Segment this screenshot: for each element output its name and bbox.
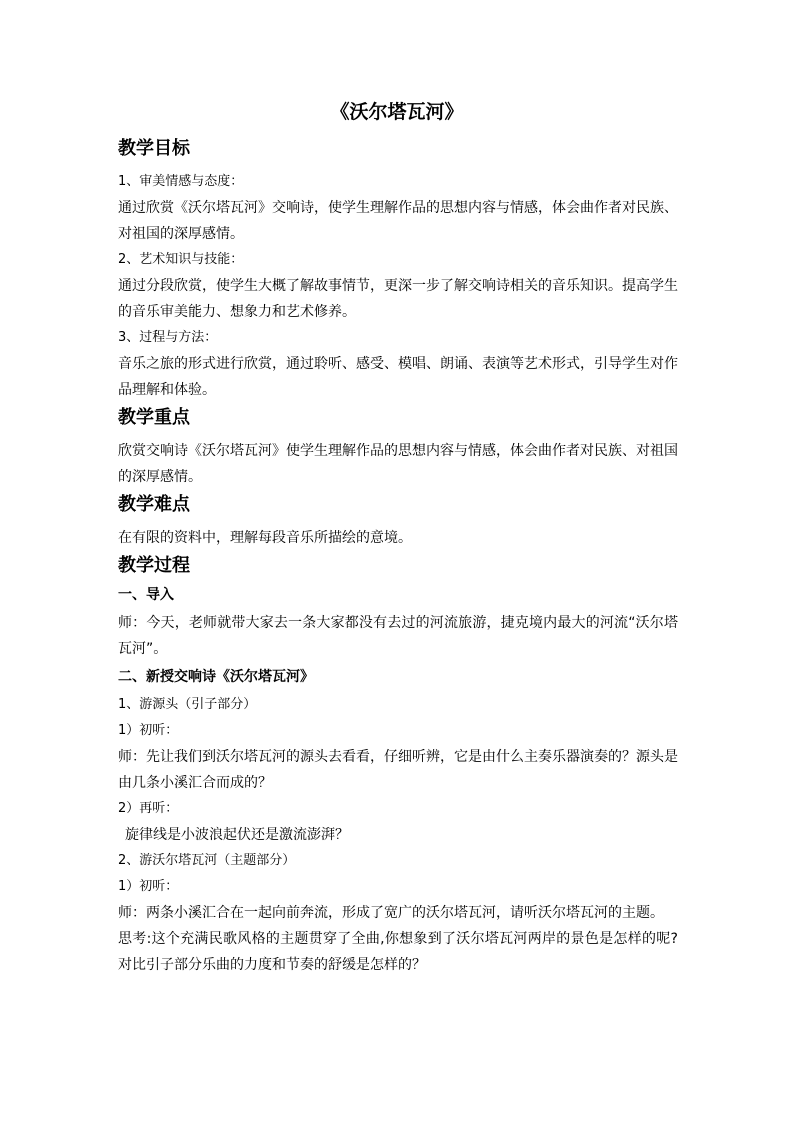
goal-1-label: 1、审美情感与态度： — [118, 174, 244, 189]
heading-key-points: 教学重点 — [118, 407, 190, 428]
difficulties-text: 在有限的资料中，理解每段音乐所描绘的意境。 — [118, 530, 412, 546]
subheading-new-lesson: 二、新授交响诗《沃尔塔瓦河》 — [118, 669, 314, 685]
step-1-label: 1、游源头（引子部分） — [118, 697, 257, 712]
goal-2-label: 2、艺术知识与技能： — [118, 252, 244, 267]
document-title: 《沃尔塔瓦河》 — [330, 101, 464, 123]
introduction-text: 师：今天，老师就带大家去一条大家都没有去过的河流旅游，捷克境内最大的河流“沃尔塔瓦河”。 — [118, 615, 678, 657]
step-1-first-listen: 1）初听： — [118, 723, 179, 738]
document-body — [118, 134, 678, 978]
goal-1-text: 通过欣赏《沃尔塔瓦河》交响诗，使学生理解作品的思想内容与情感，体会曲作者对民族、对祖国的深厚感情。 — [118, 200, 678, 242]
goal-3-text: 音乐之旅的形式进行欣赏，通过聆听、感受、模唱、朗诵、表演等艺术形式，引导学生对作品理解和体验。 — [118, 356, 678, 398]
subheading-introduction: 一、导入 — [118, 587, 174, 603]
step-1-first-listen-text: 师：先让我们到沃尔塔瓦河的源头去看看，仔细听辨，它是由什么主奏乐器演奏的？源头是由几条小溪汇合而成的？ — [118, 749, 678, 791]
step-2-think-text: 思考:这个充满民歌风格的主题贯穿了全曲,你想象到了沃尔塔瓦河两岸的景色是怎样的呢?对比引子部分乐曲的力度和节奏的舒缓是怎样的？ — [118, 931, 678, 973]
goal-2-text: 通过分段欣赏，使学生大概了解故事情节，更深一步了解交响诗相关的音乐知识。提高学生的音乐审美能力、想象力和艺术修养。 — [118, 278, 678, 320]
step-2-label: 2、游沃尔塔瓦河（主题部分） — [118, 853, 296, 868]
goal-3-label: 3、过程与方法： — [118, 330, 218, 345]
heading-difficulties: 教学难点 — [118, 494, 190, 515]
heading-teaching-goals: 教学目标 — [118, 138, 190, 159]
step-1-second-listen-text: 旋律线是小波浪起伏还是激流澎湃？ — [125, 827, 349, 843]
step-2-first-listen: 1）初听： — [118, 879, 179, 894]
step-2-first-listen-text: 师：两条小溪汇合在一起向前奔流，形成了宽广的沃尔塔瓦河，请听沃尔塔瓦河的主题。 — [118, 905, 664, 921]
step-1-second-listen: 2）再听： — [118, 801, 179, 816]
heading-teaching-process: 教学过程 — [118, 555, 190, 576]
key-points-text: 欣赏交响诗《沃尔塔瓦河》使学生理解作品的思想内容与情感，体会曲作者对民族、对祖国的深厚感情。 — [118, 443, 678, 485]
